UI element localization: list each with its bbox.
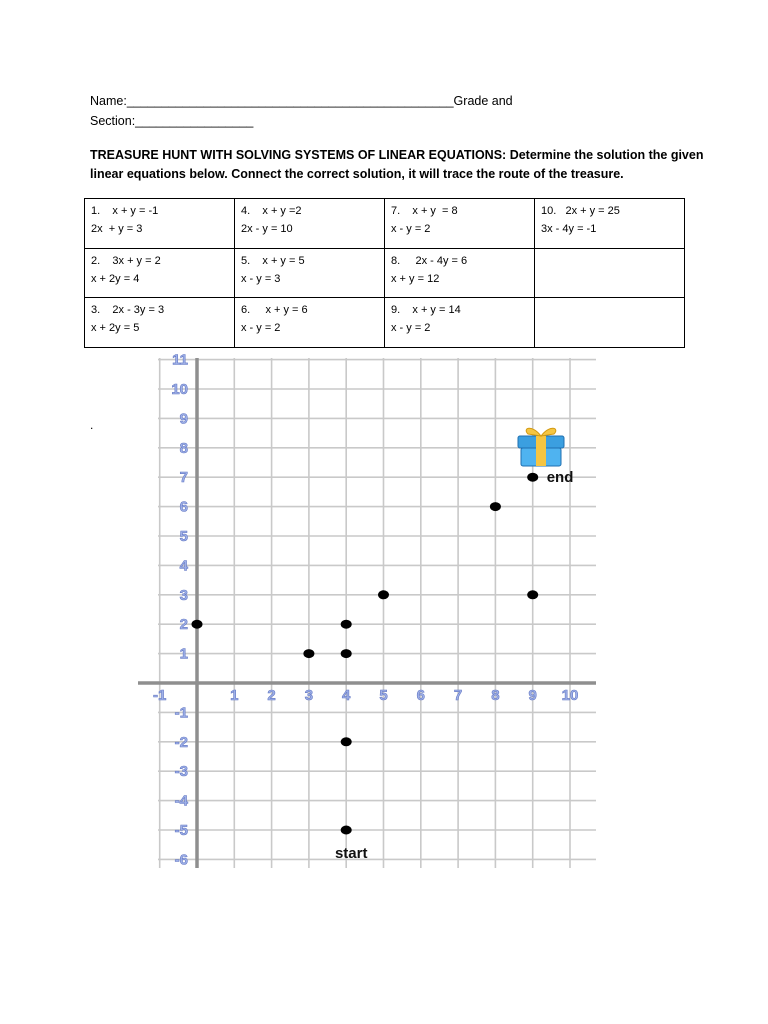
x-tick-label: 6 [416, 687, 425, 704]
equation-1: 7. x + y = 8 [391, 205, 458, 217]
y-tick-label: 1 [179, 645, 188, 663]
y-tick-label: 7 [179, 469, 188, 487]
data-point [192, 620, 203, 629]
x-tick-label: 2 [267, 687, 276, 704]
equation-1: 8. 2x - 4y = 6 [391, 254, 468, 267]
y-tick-label: 2 [179, 616, 188, 634]
equation-2: 2x - y = 10 [241, 223, 293, 235]
axes [138, 358, 596, 868]
equation-2: x + 2y = 4 [91, 272, 140, 285]
equation-2: 3x - 4y = -1 [541, 223, 597, 235]
instructions-line-2: linear equations below. Connect the correct solution, it will trace the route of the treasure. [90, 167, 624, 181]
start-label: start [334, 845, 368, 862]
equation-1: 4. x + y =2 [241, 205, 302, 217]
instructions-title: TREASURE HUNT WITH SOLVING SYSTEMS OF LINEAR EQUATIONS: [90, 148, 507, 162]
y-tick-label: -1 [174, 704, 188, 722]
y-tick-label: 9 [179, 410, 188, 428]
equation-2: x - y = 2 [241, 322, 281, 335]
gift-box-icon [518, 428, 564, 466]
equation-2: 2x + y = 3 [91, 223, 143, 235]
y-tick-labels [171, 352, 188, 869]
y-tick-label: -6 [174, 851, 188, 869]
equation-2: x - y = 2 [391, 223, 431, 235]
section-line: Section:_________________ [90, 114, 254, 128]
data-point [341, 620, 352, 629]
data-point [341, 737, 352, 746]
x-tick-label: 1 [230, 687, 239, 704]
equation-1: 10. 2x + y = 25 [541, 205, 620, 217]
data-point [341, 826, 352, 835]
data-point [490, 502, 501, 511]
y-tick-label: -2 [174, 733, 188, 751]
equation-2: x + y = 12 [391, 272, 440, 285]
x-tick-label: 4 [342, 687, 351, 704]
data-point [378, 590, 389, 599]
annotations [335, 469, 573, 862]
equation-1: 3. 2x - 3y = 3 [91, 304, 165, 317]
equation-2: x - y = 3 [241, 272, 281, 285]
x-tick-label: 3 [304, 687, 314, 704]
equation-1: 1. x + y = -1 [91, 205, 159, 217]
y-tick-label: 8 [179, 439, 188, 457]
y-tick-label: -5 [174, 822, 188, 839]
y-tick-label: -3 [174, 763, 188, 781]
instructions-text-1: Determine the solution the given [506, 148, 704, 162]
equation-1: 5. x + y = 5 [241, 254, 305, 267]
equation-1: 2. 3x + y = 2 [91, 254, 161, 267]
y-tick-label: 5 [179, 528, 188, 545]
data-point [341, 649, 352, 658]
x-tick-label: 9 [528, 687, 537, 704]
name-line: Name:_______________________________________________Grade and [90, 94, 513, 108]
y-tick-label: 11 [172, 351, 188, 369]
x-tick-label: 8 [491, 687, 500, 704]
x-tick-label: 7 [453, 687, 463, 704]
x-tick-label: 5 [379, 687, 388, 704]
equation-1: 9. x + y = 14 [391, 304, 461, 317]
equation-2: x - y = 2 [391, 322, 431, 335]
equation-2: x + 2y = 5 [91, 322, 140, 335]
data-point [527, 590, 538, 599]
y-tick-label: 4 [179, 557, 188, 575]
y-tick-label: 3 [179, 586, 188, 604]
x-tick-label: -1 [153, 687, 167, 704]
y-tick-label: 10 [171, 381, 188, 398]
x-tick-label: 10 [561, 687, 579, 704]
end-label: end [546, 469, 574, 487]
x-tick-labels [153, 687, 578, 704]
y-tick-label: -4 [174, 792, 188, 810]
y-tick-label: 6 [179, 498, 188, 516]
data-point [527, 473, 538, 482]
data-point [303, 649, 314, 658]
equation-1: 6. x + y = 6 [241, 304, 308, 317]
stray-mark: . [90, 418, 94, 432]
